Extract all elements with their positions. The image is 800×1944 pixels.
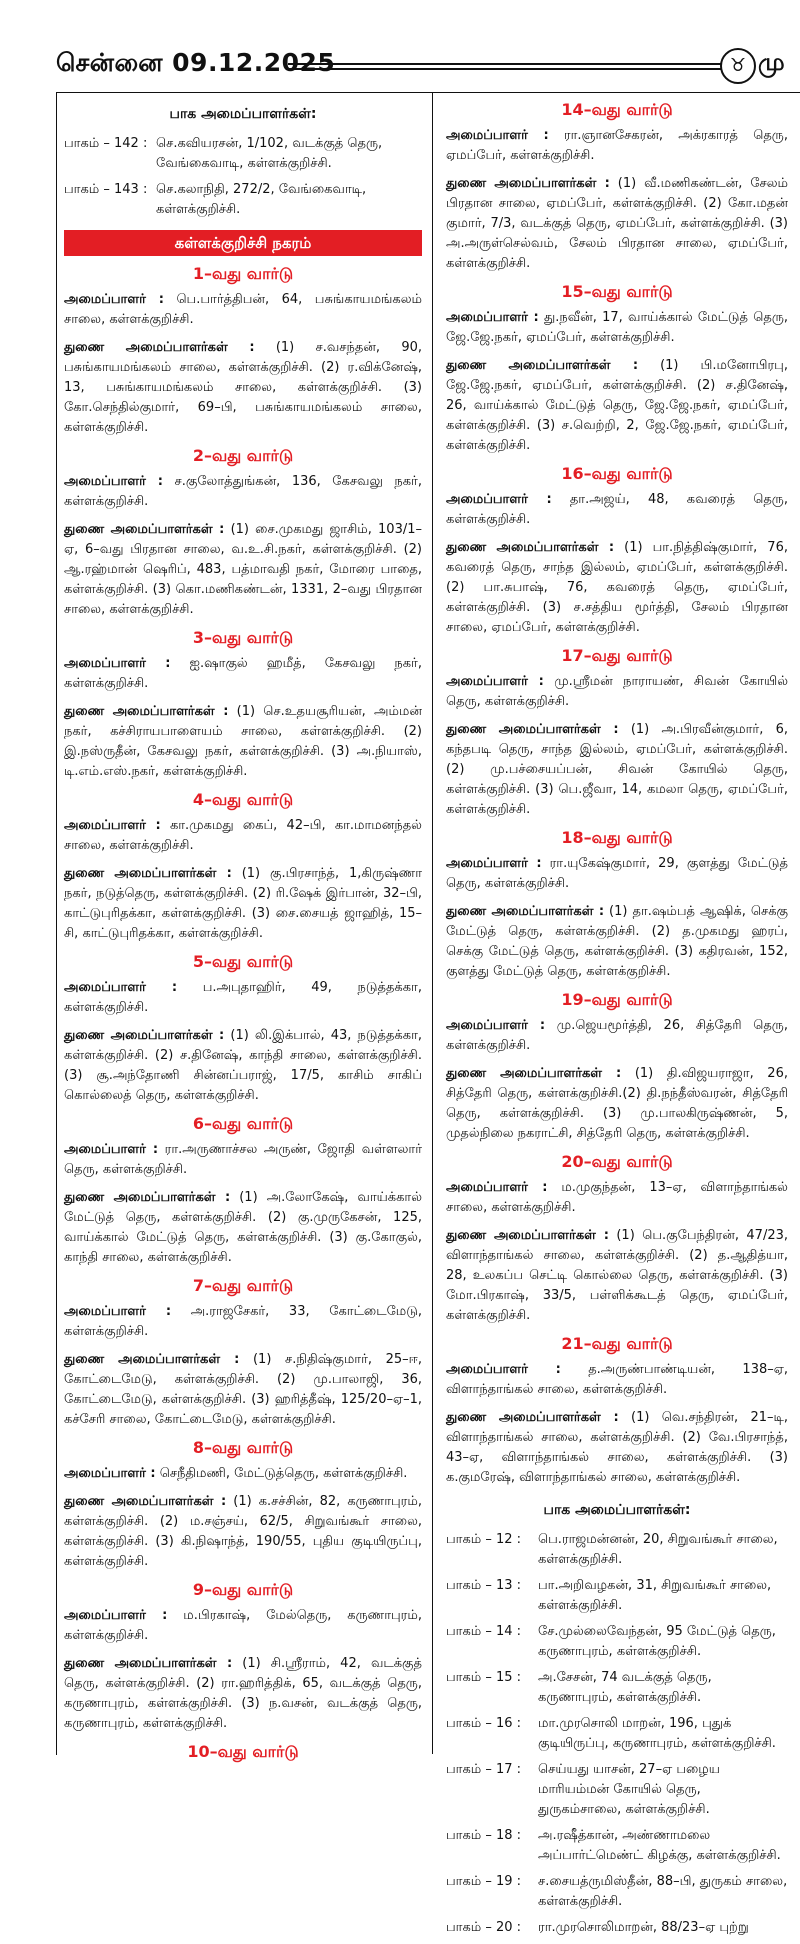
ward-organizer xyxy=(64,1140,422,1180)
part-row xyxy=(446,1918,788,1938)
ward-deputies xyxy=(64,702,422,782)
header-rule-top xyxy=(288,63,722,65)
organizer-label: அமைப்பாளர் : xyxy=(64,474,163,489)
ward-deputies xyxy=(446,1226,788,1326)
organizer-text: மு.ஜெயமூர்த்தி, 26, சித்தேரி தெரு, கள்ளக்குறிச்சி. xyxy=(446,1018,788,1053)
organizer-label: அமைப்பாளர் : xyxy=(64,656,171,671)
organizer-text: ரா.ஞானசேகரன், அக்ரகாரத் தெரு, ஏமப்பேர், கள்ளக்குறிச்சி. xyxy=(446,128,788,163)
ward-deputies xyxy=(64,1350,422,1430)
organizer-label: அமைப்பாளர் : xyxy=(64,292,164,307)
ward-organizer xyxy=(446,126,788,166)
ward-title: 6–வது வார்டு xyxy=(192,1114,294,1133)
ward-organizer xyxy=(446,854,788,894)
deputies-text: (1) கு.பிரசாந்த், 1,கிருஷ்ணா நகர், நடுத்தெரு, கள்ளக்குறிச்சி. (2) ரி.ஷேக் இர்பான், 32–பி, காட்டுபுரிதக்கா, கள்ளக்குறிச்சி. (3) சை.சையத் ஜாஹித், 15–சி, காட்டுபுரிதக்கா, கள்ளக்குறிச்சி. xyxy=(64,866,422,941)
part-number: பாகம் – 18 : xyxy=(446,1828,522,1843)
deputies-text: (1) செ.உதயசூரியன், அம்மன் நகர், கச்சிராயபாளையம் சாலை, கள்ளக்குறிச்சி. (2) இ.நஸ்ருதீன், கேசவலு நகர், கள்ளக்குறிச்சி. (3) அ.நியாஸ், டி.எம்.எஸ்.நகர், கள்ளக்குறிச்சி. xyxy=(64,704,422,779)
ward-organizer xyxy=(64,1464,422,1484)
deputies-label: துணை அமைப்பாளர்கள் : xyxy=(446,176,610,191)
ward-deputies xyxy=(64,1188,422,1268)
deputies-text: (1) அ.பிரவீன்குமார், 6, கந்தபடி தெரு, சாந்த இல்லம், ஏமப்பேர், கள்ளக்குறிச்சி. (2) மு.பச்சையப்பன், சிவன் கோயில் தெரு, கள்ளக்குறிச்சி. (3) பெ.ஜீவா, 14, கமலா தெரு, ஏமப்பேர், கள்ளக்குறிச்சி. xyxy=(446,722,788,817)
part-number: பாகம் – 20 : xyxy=(446,1920,522,1935)
deputies-text: (1) ச.வசந்தன், 90, பசுங்காயமங்கலம் சாலை, கள்ளக்குறிச்சி. (2) ர.விக்னேஷ், 13, பசுங்காயமங்கலம் சாலை, கள்ளக்குறிச்சி. (3) கோ.செந்தில்குமார், 69–பி, பசுங்காயமங்கலம் சாலை, கள்ளக்குறிச்சி. xyxy=(64,340,422,435)
part-number: பாகம் – 17 : xyxy=(446,1762,522,1777)
ward-organizer xyxy=(64,1606,422,1646)
ward-deputies xyxy=(446,356,788,456)
organizer-label: அமைப்பாளர் : xyxy=(64,818,161,833)
ward-organizer xyxy=(64,290,422,330)
part-text: செ.கலாநிதி, 272/2, வேங்கைவாடி, கள்ளக்குறிச்சி. xyxy=(156,182,367,217)
page-header xyxy=(0,0,800,92)
ward-deputies xyxy=(64,864,422,944)
ward-title: 17–வது வார்டு xyxy=(561,646,673,665)
organizer-text: தா.அஜய், 48, கவரைத் தெரு, கள்ளக்குறிச்சி. xyxy=(446,492,788,527)
ward-deputies xyxy=(446,174,788,274)
deputies-text: (1) க.சச்சின், 82, கருணாபுரம், கள்ளக்குறிச்சி. (2) ம.சஞ்சய், 62/5, சிறுவங்கூர் சாலை, கள்ளக்குறிச்சி. (3) கி.நிஷாந்த், 190/55, புதிய குடியிருப்பு, கள்ளக்குறிச்சி. xyxy=(64,1494,422,1569)
organizer-label: அமைப்பாளர் : xyxy=(64,1608,168,1623)
part-text: அ.சேசன், 74 வடக்குத் தெரு, கருணாபுரம், கள்ளக்குறிச்சி. xyxy=(538,1670,712,1705)
deputies-label: துணை அமைப்பாளர்கள் : xyxy=(446,904,605,919)
part-row xyxy=(64,134,422,174)
ward-organizer xyxy=(446,308,788,348)
part-organizers-heading: பாக அமைப்பாளர்கள்: xyxy=(169,106,317,122)
organizer-label: அமைப்பாளர் : xyxy=(446,1018,546,1033)
ward-organizer xyxy=(64,654,422,694)
organizer-text: அ.ராஜசேகர், 33, கோட்டைமேடு, கள்ளக்குறிச்சி. xyxy=(64,1304,422,1339)
ward-organizer xyxy=(446,1360,788,1400)
deputies-label: துணை அமைப்பாளர்கள் : xyxy=(64,522,225,537)
town-banner: கள்ளக்குறிச்சி நகரம் xyxy=(64,230,422,256)
part-number: பாகம் – 13 : xyxy=(446,1578,522,1593)
ward-deputies xyxy=(446,1408,788,1488)
ward-organizer xyxy=(446,1016,788,1056)
ward-title: 8–வது வார்டு xyxy=(192,1438,294,1457)
ward-deputies xyxy=(446,1064,788,1144)
deputies-text: (1) பா.நித்திஷ்குமார், 76, கவரைத் தெரு, சாந்த இல்லம், ஏமப்பேர், கள்ளக்குறிச்சி. (2) பா.சுபாஷ், 76, கவரைத் தெரு, ஏமப்பேர், கள்ளக்குறிச்சி. (3) ச.சத்திய மூர்த்தி, சேலம் பிரதான சாலை, ஏமப்பேர், கள்ளக்குறிச்சி. xyxy=(446,540,788,635)
part-text: சே.முல்லைவேந்தன், 95 மேட்டுத் தெரு, கருணாபுரம், கள்ளக்குறிச்சி. xyxy=(538,1624,776,1659)
part-row xyxy=(446,1530,788,1570)
organizer-label: அமைப்பாளர் : xyxy=(446,856,542,871)
ward-organizer xyxy=(64,1302,422,1342)
ward-title: 19–வது வார்டு xyxy=(561,990,673,1009)
header-city-date: சென்னை 09.12.2025 xyxy=(56,48,336,77)
ward-title: 7–வது வார்டு xyxy=(192,1276,294,1295)
part-organizers-heading: பாக அமைப்பாளர்கள்: xyxy=(543,1502,691,1518)
deputies-text: (1) பெ.குபேந்திரன், 47/23, விளாந்தாங்கல் சாலை, கள்ளக்குறிச்சி. (2) த.ஆதித்யா, 28, உலகப்ப செட்டி கொல்லை தெரு, கள்ளக்குறிச்சி. (3) மோ.பிரகாஷ், 33/5, பள்ளிக்கூடத் தெரு, ஏமப்பேர், கள்ளக்குறிச்சி. xyxy=(446,1228,788,1323)
deputies-label: துணை அமைப்பாளர்கள் : xyxy=(64,704,229,719)
ward-deputies xyxy=(64,1654,422,1734)
deputies-label: துணை அமைப்பாளர்கள் : xyxy=(64,340,255,355)
deputies-text: (1) ச.நிதிஷ்குமார், 25–ஈ, கோட்டைமேடு, கள்ளக்குறிச்சி. (2) மு.பாலாஜி, 36, கோட்டைமேடு, கள்ளக்குறிச்சி. (3) ஹரித்தீஷ், 125/20–ஏ–1, கச்சேரி சாலை, கோட்டைமேடு, கள்ளக்குறிச்சி. xyxy=(64,1352,422,1427)
part-text: செ.கவியரசன், 1/102, வடக்குத் தெரு, வேங்கைவாடி, கள்ளக்குறிச்சி. xyxy=(156,136,383,171)
organizer-label: அமைப்பாளர் : xyxy=(446,128,549,143)
ward-organizer xyxy=(446,672,788,712)
organizer-label: அமைப்பாளர் : xyxy=(446,492,552,507)
ward-title: 14–வது வார்டு xyxy=(561,100,673,119)
ward-title: 3–வது வார்டு xyxy=(192,628,294,647)
organizer-text: த.அருண்பாண்டியன், 138–ஏ, விளாந்தாங்கல் சாலை, கள்ளக்குறிச்சி. xyxy=(446,1362,788,1397)
ward-deputies xyxy=(64,520,422,620)
ward-title: 21–வது வார்டு xyxy=(561,1334,673,1353)
deputies-label: துணை அமைப்பாளர்கள் : xyxy=(64,1352,240,1367)
ward-organizer xyxy=(446,1178,788,1218)
ward-title: 5–வது வார்டு xyxy=(192,952,294,971)
part-text: ரா.முரசொலிமாறன், 88/23–ஏ புற்று xyxy=(538,1920,749,1935)
organizer-text: ம.முகுந்தன், 13–ஏ, விளாந்தாங்கல் சாலை, கள்ளக்குறிச்சி. xyxy=(446,1180,788,1215)
deputies-text: (1) தா.ஷம்பத் ஆஷிக், செக்கு மேட்டுத் தெரு, கள்ளக்குறிச்சி. (2) த.முகமது ஹரப், செக்கு மேட்டுத் தெரு, கள்ளக்குறிச்சி. (3) கதிரவன், 152, குளத்து மேட்டுத் தெரு, கள்ளக்குறிச்சி. xyxy=(446,904,788,979)
deputies-label: துணை அமைப்பாளர்கள் : xyxy=(446,1228,609,1243)
left-column xyxy=(64,92,422,1768)
deputies-label: துணை அமைப்பாளர்கள் : xyxy=(446,1066,622,1081)
organizer-label: அமைப்பாளர் : xyxy=(446,310,539,325)
part-number: பாகம் – 14 : xyxy=(446,1624,522,1639)
ward-title: 20–வது வார்டு xyxy=(561,1152,673,1171)
bull-logo-icon: ♉ xyxy=(720,48,756,84)
organizer-label: அமைப்பாளர் : xyxy=(64,1142,159,1157)
organizer-text: பெ.பார்த்திபன், 64, பசுங்காயமங்கலம் சாலை, கள்ளக்குறிச்சி. xyxy=(64,292,422,327)
deputies-label: துணை அமைப்பாளர்கள் : xyxy=(64,866,232,881)
ward-organizer xyxy=(64,472,422,512)
ward-title: 10–வது வார்டு xyxy=(187,1742,299,1761)
ward-title: 15–வது வார்டு xyxy=(561,282,673,301)
organizer-text: து.நவீன், 17, வாய்க்கால் மேட்டுத் தெரு, ஜே.ஜே.நகர், ஏமப்பேர், கள்ளக்குறிச்சி. xyxy=(446,310,788,345)
ward-deputies xyxy=(446,902,788,982)
deputies-label: துணை அமைப்பாளர்கள் : xyxy=(64,1028,225,1043)
part-text: ச.சையத்ருமிஸ்தீன், 88–பி, துருகம் சாலை, கள்ளக்குறிச்சி. xyxy=(538,1874,788,1909)
part-number: பாகம் – 143 : xyxy=(64,182,148,197)
part-number: பாகம் – 12 : xyxy=(446,1532,522,1547)
header-brand: மு xyxy=(758,48,785,76)
part-row xyxy=(446,1668,788,1708)
part-number: பாகம் – 16 : xyxy=(446,1716,522,1731)
deputies-label: துணை அமைப்பாளர்கள் : xyxy=(446,540,615,555)
ward-organizer xyxy=(446,490,788,530)
ward-deputies xyxy=(64,1026,422,1106)
organizer-label: அமைப்பாளர் : xyxy=(446,1180,548,1195)
deputies-label: துணை அமைப்பாளர்கள் : xyxy=(64,1190,231,1205)
ward-title: 16–வது வார்டு xyxy=(561,464,673,483)
deputies-text: (1) அ.லோகேஷ், வாய்க்கால் மேட்டுத் தெரு, கள்ளக்குறிச்சி. (2) கு.முருகேசன், 125, வாய்க்கால் மேட்டுத் தெரு, கள்ளக்குறிச்சி. (3) கு.கோகுல், காந்தி சாலை, கள்ளக்குறிச்சி. xyxy=(64,1190,422,1265)
ward-deputies xyxy=(64,1492,422,1572)
ward-title: 1–வது வார்டு xyxy=(192,264,294,283)
organizer-text: ம.பிரகாஷ், மேல்தெரு, கருணாபுரம், கள்ளக்குறிச்சி. xyxy=(64,1608,422,1643)
ward-deputies xyxy=(64,338,422,438)
ward-title: 18–வது வார்டு xyxy=(561,828,673,847)
deputies-label: துணை அமைப்பாளர்கள் : xyxy=(446,1410,619,1425)
organizer-text: செநீதிமணி, மேட்டுத்தெரு, கள்ளக்குறிச்சி. xyxy=(159,1466,408,1481)
part-text: செய்யது யாசன், 27–ஏ பழைய மாரியம்மன் கோயில் தெரு, துருகம்சாலை, கள்ளக்குறிச்சி. xyxy=(538,1762,720,1817)
organizer-label: அமைப்பாளர் : xyxy=(64,1466,156,1481)
deputies-label: துணை அமைப்பாளர்கள் : xyxy=(64,1494,227,1509)
part-text: பா.அறிவழகன், 31, சிறுவங்கூர் சாலை, கள்ளக்குறிச்சி. xyxy=(538,1578,772,1613)
organizer-text: ச.குலோத்துங்கன், 136, கேசவலு நகர், கள்ளக்குறிச்சி. xyxy=(64,474,422,509)
organizer-label: அமைப்பாளர் : xyxy=(64,1304,172,1319)
ward-deputies xyxy=(446,720,788,820)
part-row xyxy=(446,1872,788,1912)
part-number: பாகம் – 142 : xyxy=(64,136,148,151)
header-rule-bottom xyxy=(288,68,722,70)
part-number: பாகம் – 15 : xyxy=(446,1670,522,1685)
deputies-label: துணை அமைப்பாளர்கள் : xyxy=(446,358,639,373)
organizer-label: அமைப்பாளர் : xyxy=(64,980,178,995)
deputies-label: துணை அமைப்பாளர்கள் : xyxy=(446,722,619,737)
organizer-text: ஐ.ஷாகுல் ஹமீத், கேசவலு நகர், கள்ளக்குறிச்சி. xyxy=(64,656,422,691)
organizer-text: மு.ஸ்ரீமன் நாராயண், சிவன் கோயில் தெரு, கள்ளக்குறிச்சி. xyxy=(446,674,788,709)
deputies-text: (1) தி.விஜயராஜா, 26, சித்தேரி தெரு, கள்ளக்குறிச்சி.(2) தி.நந்தீஸ்வரன், சித்தேரி தெரு, கள்ளக்குறிச்சி. (3) மு.பாலகிருஷ்ணன், 5, முதல்நிலை நகராட்சி, சித்தேரி தெரு, கள்ளக்குறிச்சி. xyxy=(446,1066,788,1141)
organizer-text: ரா.யுகேஷ்குமார், 29, குளத்து மேட்டுத் தெரு, கள்ளக்குறிச்சி. xyxy=(446,856,788,891)
deputies-text: (1) பி.மனோபிரபு, ஜே.ஜே.நகர், ஏமப்பேர், கள்ளக்குறிச்சி. (2) ச.தினேஷ், 26, வாய்க்கால் மேட்டுத் தெரு, ஜே.ஜே.நகர், ஏமப்பேர், கள்ளக்குறிச்சி. (3) ச.வெற்றி, 2, ஜே.ஜே.நகர், ஏமப்பேர், கள்ளக்குறிச்சி. xyxy=(446,358,788,453)
part-text: அ.ரஷீத்கான், அண்ணாமலை அப்பார்ட்மெண்ட் கிழக்கு, கள்ளக்குறிச்சி. xyxy=(538,1828,781,1863)
part-row xyxy=(446,1760,788,1820)
part-text: பெ.ராஜமன்னன், 20, சிறுவங்கூர் சாலை, கள்ளக்குறிச்சி. xyxy=(538,1532,778,1567)
deputies-text: (1) சை.முகமது ஜாசிம், 103/1–ஏ, 6–வது பிரதான சாலை, வ.உ.சி.நகர், கள்ளக்குறிச்சி. (2) ஆ.ரஹ்மான் ஷெரிப், 483, பத்மாவதி நகர், மோரை பாதை, கள்ளக்குறிச்சி. (3) கொ.மணிகண்டன், 1331, 2–வது பிரதான சாலை, கள்ளக்குறிச்சி. xyxy=(64,522,422,617)
right-column xyxy=(446,92,788,1944)
deputies-label: துணை அமைப்பாளர்கள் : xyxy=(64,1656,233,1671)
part-row xyxy=(64,180,422,220)
deputies-text: (1) லி.இக்பால், 43, நடுத்தக்கா, கள்ளக்குறிச்சி. (2) ச.தினேஷ், காந்தி சாலை, கள்ளக்குறிச்சி. (3) சூ.அந்தோணி சின்னப்பராஜ், 17/5, காசிம் சாகிப் கொல்லைத் தெரு, கள்ளக்குறிச்சி. xyxy=(64,1028,422,1103)
ward-organizer xyxy=(64,816,422,856)
part-row xyxy=(446,1622,788,1662)
part-row xyxy=(446,1714,788,1754)
organizer-label: அமைப்பாளர் : xyxy=(446,1362,561,1377)
part-row xyxy=(446,1576,788,1616)
part-number: பாகம் – 19 : xyxy=(446,1874,522,1889)
part-text: மா.முரசொலி மாறன், 196, புதுக் குடியிருப்பு, கருணாபுரம், கள்ளக்குறிச்சி. xyxy=(538,1716,776,1751)
deputies-text: (1) சி.ஸ்ரீராம், 42, வடக்குத் தெரு, கள்ளக்குறிச்சி. (2) ரா.ஹரித்திக், 65, வடக்குத் தெரு, கருணாபுரம், கள்ளக்குறிச்சி. (3) ந.வசன், வடக்குத் தெரு, கருணாபுரம், கள்ளக்குறிச்சி. xyxy=(64,1656,422,1731)
part-row xyxy=(446,1826,788,1866)
organizer-text: ப.அபுதாஹிர், 49, நடுத்தக்கா, கள்ளக்குறிச்சி. xyxy=(64,980,422,1015)
ward-organizer xyxy=(64,978,422,1018)
organizer-label: அமைப்பாளர் : xyxy=(446,674,544,689)
column-divider xyxy=(432,92,433,1754)
organizer-text: கா.முகமது கைப், 42–பி, கா.மாமனந்தல் சாலை, கள்ளக்குறிச்சி. xyxy=(64,818,422,853)
ward-title: 9–வது வார்டு xyxy=(192,1580,294,1599)
ward-deputies xyxy=(446,538,788,638)
deputies-text: (1) வீ.மணிகண்டன், சேலம் பிரதான சாலை, ஏமப்பேர், கள்ளக்குறிச்சி. (2) கோ.மதன் குமார், 7/3, வடக்குத் தெரு, ஏமப்பேர், கள்ளக்குறிச்சி. (3) அ.அருள்செல்வம், சேலம் பிரதான சாலை, ஏமப்பேர், கள்ளக்குறிச்சி. xyxy=(446,176,788,271)
ward-title: 2–வது வார்டு xyxy=(192,446,294,465)
deputies-text: (1) வெ.சந்திரன், 21–டி, விளாந்தாங்கல் சாலை, கள்ளக்குறிச்சி. (2) வே.பிரசாந்த், 43–ஏ, விளாந்தாங்கல் சாலை, கள்ளக்குறிச்சி. (3) க.குமரேஷ், விளாந்தாங்கல் சாலை, கள்ளக்குறிச்சி. xyxy=(446,1410,788,1485)
organizer-text: ரா.அருணாச்சல அருண், ஜோதி வள்ளலார் தெரு, கள்ளக்குறிச்சி. xyxy=(64,1142,422,1177)
ward-title: 4–வது வார்டு xyxy=(192,790,294,809)
